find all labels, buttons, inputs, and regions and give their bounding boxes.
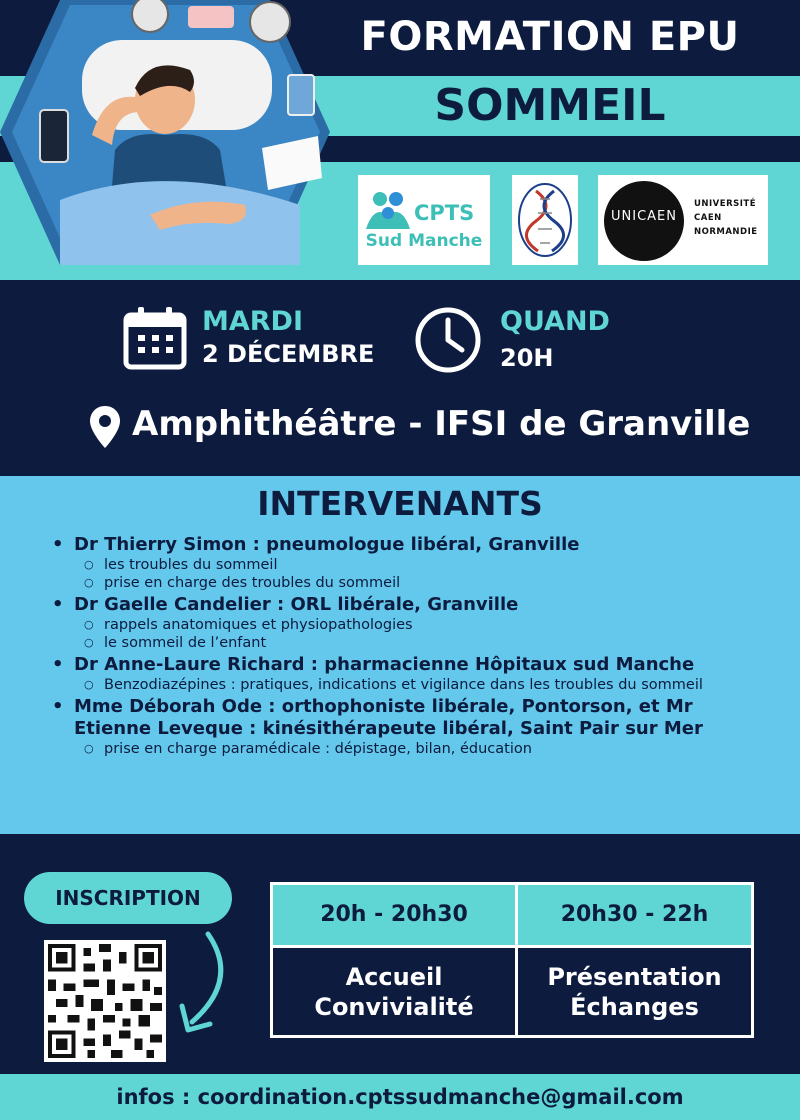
cpts-sud-manche-logo	[358, 175, 490, 265]
registration-qr-code[interactable]	[44, 940, 166, 1062]
sleepless-man-illustration	[0, 0, 330, 265]
speaker-name: • Dr Thierry Simon : pneumologue libéral, Granville	[52, 534, 768, 556]
curved-arrow-icon	[168, 930, 238, 1040]
speakers-title: INTERVENANTS	[257, 484, 543, 523]
time-label: QUAND	[500, 306, 610, 337]
speaker-topic: ○ le sommeil de l’enfant	[52, 634, 768, 652]
unicaen-line-2: CAEN	[694, 213, 722, 223]
dna-emblem-logo	[512, 175, 578, 265]
unicaen-word: UNICAEN	[611, 209, 677, 224]
schedule-slot2-time: 20h30 - 22h	[518, 885, 751, 945]
speaker-topic: ○ rappels anatomiques et physiopathologies	[52, 616, 768, 634]
speaker-item	[52, 594, 768, 652]
event-time: 20H	[500, 344, 554, 372]
speaker-item	[52, 534, 768, 592]
cpts-region: Sud Manche	[365, 231, 483, 251]
speaker-name: • Mme Déborah Ode : orthophoniste libérale, Pontorson, et Mr Etienne Leveque : kinésithérapeute libéral, Saint Pair sur Mer	[52, 696, 768, 740]
location-pin-icon	[88, 404, 122, 450]
speakers-panel	[0, 476, 800, 834]
dna-helix-icon	[516, 181, 574, 259]
speaker-item	[52, 654, 768, 694]
speaker-topic: ○ les troubles du sommeil	[52, 556, 768, 574]
schedule-slot1-line2: Convivialité	[314, 993, 474, 1021]
schedule-slot2-line2: Échanges	[570, 993, 699, 1021]
schedule-slot1-time: 20h - 20h30	[273, 885, 518, 945]
speaker-name: • Dr Anne-Laure Richard : pharmacienne Hôpitaux sud Manche	[52, 654, 768, 676]
inscription-button[interactable]: INSCRIPTION	[24, 872, 232, 924]
schedule-slot1-line1: Accueil	[345, 963, 443, 991]
schedule-slot2-activity	[518, 945, 751, 1035]
speaker-topic: ○ prise en charge paramédicale : dépistage, bilan, éducation	[52, 740, 768, 758]
cpts-figures-icon	[364, 189, 412, 233]
unicaen-line-1: UNIVERSITÉ	[694, 199, 756, 209]
schedule-slot1-activity	[273, 945, 518, 1035]
schedule-table	[270, 882, 754, 1038]
speaker-topic: ○ prise en charge des troubles du sommeil	[52, 574, 768, 592]
speakers-list	[52, 534, 768, 760]
unicaen-line-3: NORMANDIE	[694, 227, 758, 237]
unicaen-logo	[598, 175, 768, 265]
calendar-icon	[122, 305, 188, 371]
clock-icon	[414, 306, 482, 374]
title-line-1: FORMATION EPU	[360, 14, 740, 60]
speaker-topic: ○ Benzodiazépines : pratiques, indications et vigilance dans les troubles du sommeil	[52, 676, 768, 694]
event-date: 2 DÉCEMBRE	[202, 340, 375, 368]
cpts-name: CPTS	[414, 201, 475, 225]
unicaen-caption	[694, 197, 758, 239]
speaker-item	[52, 696, 768, 758]
title-line-2: SOMMEIL	[434, 80, 666, 131]
day-label: MARDI	[202, 306, 304, 337]
event-location: Amphithéâtre - IFSI de Granville	[132, 404, 751, 444]
speaker-name: • Dr Gaelle Candelier : ORL libérale, Granville	[52, 594, 768, 616]
schedule-slot2-line1: Présentation	[547, 963, 722, 991]
contact-info[interactable]: infos : coordination.cptssudmanche@gmail.com	[0, 1074, 800, 1120]
